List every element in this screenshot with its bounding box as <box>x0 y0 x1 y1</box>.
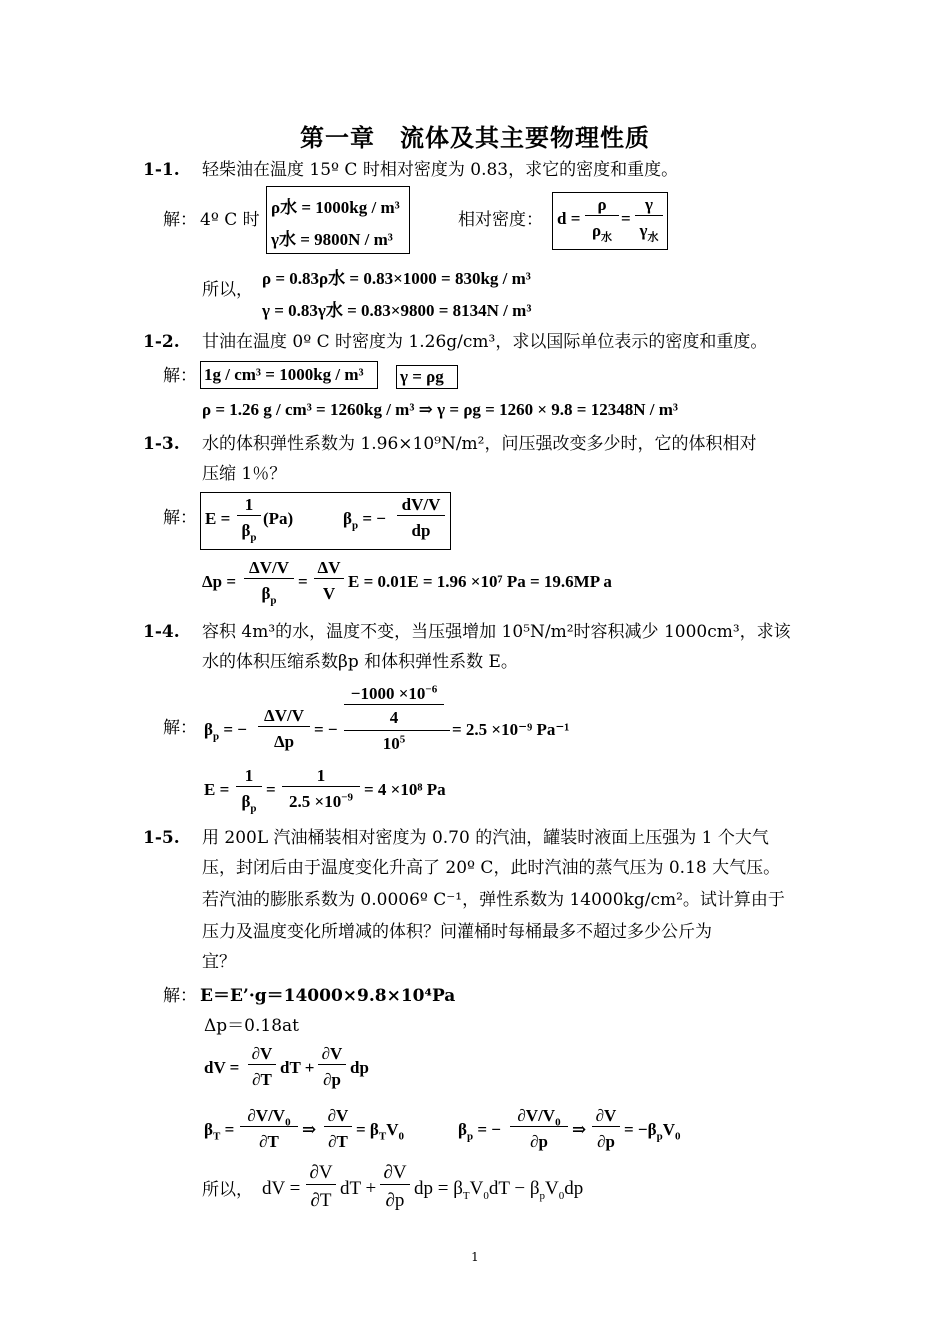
boxed-equation <box>266 186 410 254</box>
page-number: 1 <box>471 1250 479 1264</box>
equation: ρ水 = 1000kg / m³ <box>271 198 400 217</box>
problem-text: 容积 4m³的水，温度不变，当压强增加 10⁵N/m²时容积减少 1000cm³，求该 <box>202 622 791 642</box>
equation: E＝E’·g＝14000×9.8×10⁴Pa <box>200 986 456 1006</box>
equation: Δp＝0.18at <box>204 1016 299 1036</box>
equation: = 2.5 ×10⁻⁹ Pa⁻¹ <box>452 720 570 739</box>
solution-label: 解： <box>163 986 197 1006</box>
equation: ρ = 0.83ρ水 = 0.83×1000 = 830kg / m³ <box>262 269 531 288</box>
problem-number: 1-2. <box>143 332 180 352</box>
problem-number: 1-3. <box>143 434 180 454</box>
boxed-equation <box>396 365 458 389</box>
so-label: 所以， <box>202 1180 253 1200</box>
so-label: 所以， <box>202 280 253 300</box>
problem-text: 压力及温度变化所增减的体积？问灌桶时每桶最多不超过多少公斤为 <box>202 922 712 942</box>
relative-density-label: 相对密度： <box>458 210 543 230</box>
problem-text: 宜？ <box>202 952 236 972</box>
problem-number: 1-5. <box>143 828 180 848</box>
equation: 1g / cm³ = 1000kg / m³ <box>204 365 364 384</box>
solution-label: 解： <box>163 210 197 230</box>
solution-label: 解： <box>163 366 197 386</box>
problem-text: 甘油在温度 0º C 时密度为 1.26g/cm³，求以国际单位表示的密度和重度。 <box>202 332 768 352</box>
equation: γ = 0.83γ水 = 0.83×9800 = 8134N / m³ <box>262 301 532 320</box>
boxed-equation: d = ρ $\rho_水$ = γ $\gamma_水$ <box>552 192 668 250</box>
boxed-equation: E = 1 $\beta_p$ (Pa) $\beta_p$ = − dV/V dp <box>200 492 451 550</box>
problem-text: 水的体积压缩系数βp 和体积弹性系数 E。 <box>202 652 518 672</box>
solution-label: 解： <box>163 508 197 528</box>
problem-text: 轻柴油在温度 15º C 时相对密度为 0.83，求它的密度和重度。 <box>202 160 679 180</box>
problem-text: 压缩 1％？ <box>202 464 287 484</box>
equation: γ = ρg <box>400 367 444 386</box>
problem-number: 1-4. <box>143 622 180 642</box>
problem-text: 压，封闭后由于温度变化升高了 20º C，此时汽油的蒸气压为 0.18 大气压。 <box>202 858 781 878</box>
chapter-title: 第一章 流体及其主要物理性质 <box>300 123 650 152</box>
equation: ρ = 1.26 g / cm³ = 1260kg / m³ ⇒ γ = ρg = 1260 × 9.8 = 12348N / m³ <box>202 400 678 419</box>
problem-text: 若汽油的膨胀系数为 0.0006º C⁻¹，弹性系数为 14000kg/cm²。试计算由于 <box>202 890 785 910</box>
equation: = 4 ×10⁸ Pa <box>364 780 446 799</box>
equation: E = 0.01E = 1.96 ×10⁷ Pa = 19.6MP a <box>348 572 612 591</box>
problem-text: 水的体积弹性系数为 1.96×10⁹N/m²，问压强改变多少时，它的体积相对 <box>202 434 757 454</box>
problem-number: 1-1. <box>143 160 180 180</box>
problem-text: 用 200L 汽油桶装相对密度为 0.70 的汽油，罐装时液面上压强为 1 个大气 <box>202 828 769 848</box>
document-page: 第一章 流体及其主要物理性质 1-1. 轻柴油在温度 15º C 时相对密度为 0.83，求它的密度和重度。 解： 4º C 时 ρ水 = 1000kg / m³ γ水 = 9800N / m³ 相对密度： d = ρ $\rho_水$ = γ $\gamma_水$ 所以， ρ = 0.83ρ水 = 0.83×1000 = 830kg / m³ γ = 0.83γ水 = 0.83×9800 = 8134N / m³ 1-2. 甘油在温度 0º C 时密度为 1.26g/cm³，求以国际单位表示的密度和重度。 解： 1g / cm³ = 1000kg / m³ γ = ρg ρ = 1.26 g / cm³ = 1260kg / m³ ⇒ γ = ρg = 1260 × 9.8 = 12348N / m³ 1-3. 水的体积弹性系数为 1.96×10⁹N/m²，问压强改变多少时，它的体积相对 压缩 1％？ 解： E = 1 $\beta_p$ (Pa) $\beta_p$ = − dV/V dp Δp = ΔV/V $\beta_p$ = ΔV V E = 0.01E = 1.96 ×10⁷ Pa = 19.6MP a 1-4. 容积 4m³的水，温度不变，当压强增加 10⁵N/m²时容积减少 1000cm³，求该 水的体积压缩系数βp 和体积弹性系数 E。 解： $\beta_p$ = − ΔV/V Δp = − $-1000 \times 10^{-6}$ 4 $10^5$ = 2.5 ×10⁻⁹ Pa⁻¹ E = 1 $\beta_p$ = 1 $2.5 \times 10^{-9}$ = 4 ×10⁸ Pa 1-5. 用 200L 汽油桶装相对密度为 0.70 的汽油，罐装时液面上压强为 1 个大气 压，封闭后由于温度变化升高了 20º C，此时汽油的蒸气压为 0.18 大气压。 若汽油的膨胀系数为 0.0006º C⁻¹，弹性系数为 14000kg/cm²。试计算由于 压力及温度变化所增减的体积？问灌桶时每桶最多不超过多少公斤为 宜？ 解： E＝E’·g＝14000×9.8×10⁴Pa Δp＝0.18at dV = ∂V ∂T dT + ∂V ∂p dp $\beta_T$ = $\partial V/V_0$ ∂T ⇒ ∂V ∂T = $\beta_TV_0$ $\beta_p$ = − $\partial V/V_0$ ∂p ⇒ ∂V ∂p = $-\beta_pV_0$ 所以， dV = ∂V ∂T dT + ∂V ∂p dp = $\beta_TV_0dT - \beta_pV_0dp$ 1 <box>0 0 950 1344</box>
condition-text: 4º C 时 <box>200 210 260 230</box>
solution-label: 解： <box>163 718 197 738</box>
equation: γ水 = 9800N / m³ <box>271 230 393 249</box>
boxed-equation <box>200 361 378 389</box>
